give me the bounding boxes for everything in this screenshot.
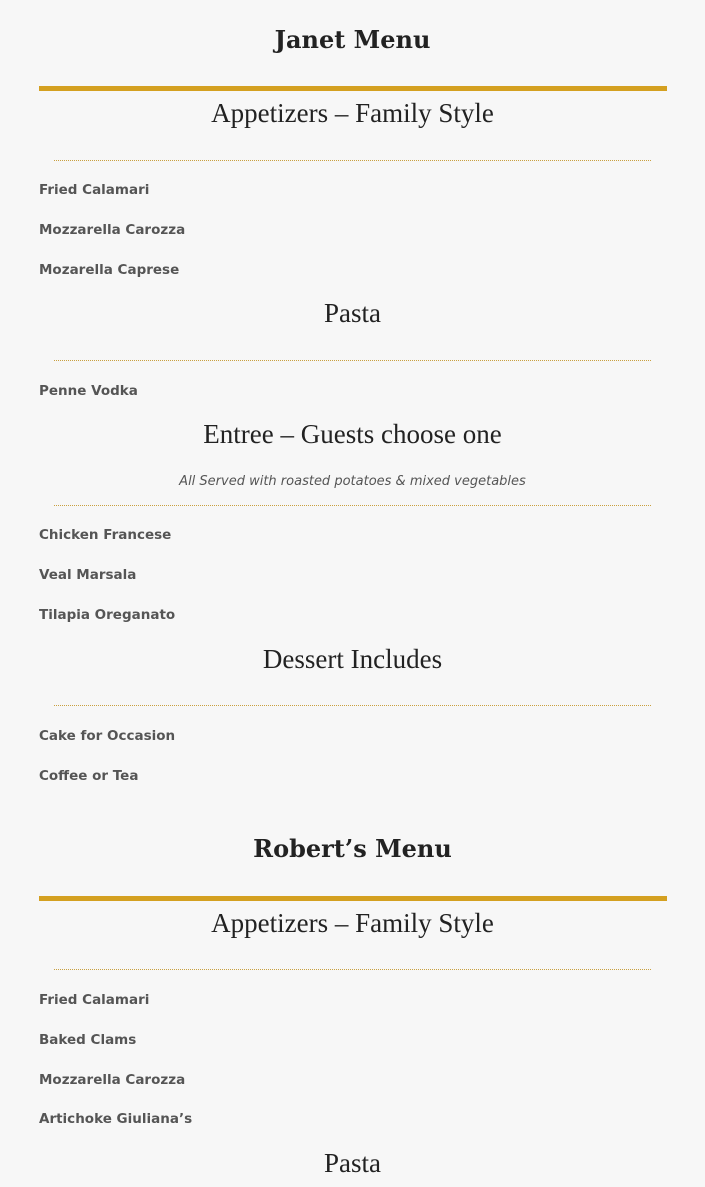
section-divider: [54, 705, 651, 706]
menu-item: Chicken Francese: [39, 527, 172, 543]
section-title-pasta: Pasta: [324, 298, 381, 328]
section-note: All Served with roasted potatoes & mixed vegetables: [179, 474, 526, 489]
section-divider: [54, 969, 651, 970]
menu-item: Cake for Occasion: [39, 728, 176, 744]
section-title-appetizers: Appetizers – Family Style: [211, 98, 494, 128]
menu-item: Fried Calamari: [39, 992, 150, 1008]
menu-item: Fried Calamari: [39, 182, 150, 198]
menu-item: Mozzarella Carozza: [39, 222, 186, 238]
menu-item: Veal Marsala: [39, 567, 137, 583]
menu-item: Artichoke Giuliana’s: [39, 1111, 193, 1127]
section-divider: [54, 505, 651, 506]
menu-title-janet: Janet Menu: [274, 25, 431, 54]
section-title-entree: Entree – Guests choose one: [203, 419, 502, 449]
section-title-appetizers: Appetizers – Family Style: [211, 908, 494, 938]
menu-item: Penne Vodka: [39, 383, 138, 399]
menu-divider-bar: [39, 86, 667, 91]
menu-item: Baked Clams: [39, 1032, 137, 1048]
menu-item: Mozarella Caprese: [39, 262, 180, 278]
menu-item: Mozzarella Carozza: [39, 1072, 186, 1088]
section-title-dessert: Dessert Includes: [262, 644, 443, 674]
section-divider: [54, 160, 651, 161]
menu-divider-bar: [39, 896, 667, 901]
menu-item: Coffee or Tea: [39, 768, 139, 784]
section-title-pasta: Pasta: [324, 1148, 381, 1178]
menu-item: Tilapia Oreganato: [39, 607, 176, 623]
menu-title-robert: Robert’s Menu: [253, 834, 452, 863]
section-divider: [54, 360, 651, 361]
